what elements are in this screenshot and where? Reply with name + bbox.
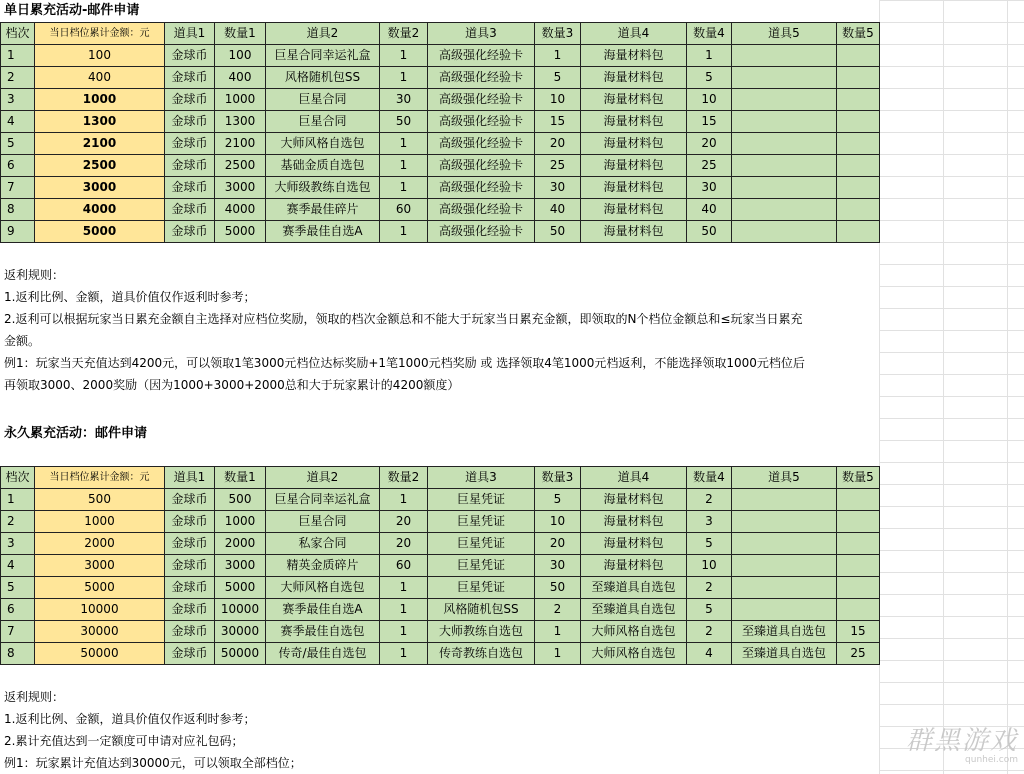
- table-cell[interactable]: 30000: [35, 621, 165, 643]
- table-cell[interactable]: [732, 89, 837, 111]
- table-row: [1, 155, 880, 177]
- column-header[interactable]: 道具1: [165, 467, 215, 489]
- table-cell[interactable]: [732, 533, 837, 555]
- table-cell[interactable]: 2500: [215, 155, 266, 177]
- table-cell[interactable]: 大师风格自选包: [581, 621, 687, 643]
- table-cell[interactable]: 8: [1, 199, 35, 221]
- rule-line: 返利规则：: [4, 690, 65, 704]
- column-header[interactable]: 道具3: [428, 467, 535, 489]
- table-cell[interactable]: 10: [687, 555, 732, 577]
- column-header[interactable]: 数量4: [687, 23, 732, 45]
- table-cell[interactable]: 50: [380, 111, 428, 133]
- column-header[interactable]: 道具2: [266, 467, 380, 489]
- table-cell[interactable]: 2500: [35, 155, 165, 177]
- table-cell[interactable]: 3000: [215, 177, 266, 199]
- table-cell[interactable]: [837, 599, 880, 621]
- table-cell[interactable]: 基础金质自选包: [266, 155, 380, 177]
- rule-line: 返利规则：: [4, 268, 65, 282]
- table-cell[interactable]: 金球币: [165, 89, 215, 111]
- table-cell[interactable]: 1: [1, 45, 35, 67]
- table-cell[interactable]: 25: [535, 155, 581, 177]
- table-cell[interactable]: [732, 111, 837, 133]
- table-cell[interactable]: 高级强化经验卡: [428, 221, 535, 243]
- table-cell[interactable]: 巨星凭证: [428, 555, 535, 577]
- table-cell[interactable]: 9: [1, 221, 35, 243]
- table-cell[interactable]: 40: [535, 199, 581, 221]
- table-cell[interactable]: 高级强化经验卡: [428, 111, 535, 133]
- table-cell[interactable]: 3000: [215, 555, 266, 577]
- table-cell[interactable]: 1: [380, 643, 428, 665]
- table-cell[interactable]: 1: [380, 45, 428, 67]
- table-cell[interactable]: 巨星合同: [266, 511, 380, 533]
- table-cell[interactable]: 3: [687, 511, 732, 533]
- table-cell[interactable]: 20: [535, 133, 581, 155]
- table-cell[interactable]: 大师教练自选包: [428, 621, 535, 643]
- table-cell[interactable]: 高级强化经验卡: [428, 133, 535, 155]
- table-cell[interactable]: 至臻道具自选包: [732, 643, 837, 665]
- table-cell[interactable]: [837, 489, 880, 511]
- table-cell[interactable]: 25: [837, 643, 880, 665]
- table-cell[interactable]: 高级强化经验卡: [428, 45, 535, 67]
- table-cell[interactable]: 金球币: [165, 489, 215, 511]
- table-cell[interactable]: 1: [380, 599, 428, 621]
- table-cell[interactable]: 50000: [35, 643, 165, 665]
- header-row: [1, 23, 880, 45]
- table-cell[interactable]: 海量材料包: [581, 177, 687, 199]
- table-cell[interactable]: 巨星合同幸运礼盒: [266, 489, 380, 511]
- table-cell[interactable]: 1000: [215, 511, 266, 533]
- table-cell[interactable]: [732, 489, 837, 511]
- table-cell[interactable]: 高级强化经验卡: [428, 177, 535, 199]
- table-cell[interactable]: 2: [535, 599, 581, 621]
- table-cell[interactable]: 6: [1, 155, 35, 177]
- table-cell[interactable]: 400: [35, 67, 165, 89]
- table-cell[interactable]: 5: [535, 489, 581, 511]
- table-cell[interactable]: 500: [215, 489, 266, 511]
- table-cell[interactable]: 10000: [215, 599, 266, 621]
- table-cell[interactable]: 海量材料包: [581, 199, 687, 221]
- header-row: [1, 467, 880, 489]
- column-header[interactable]: 数量1: [215, 23, 266, 45]
- table-cell[interactable]: 高级强化经验卡: [428, 199, 535, 221]
- table-cell[interactable]: [732, 155, 837, 177]
- column-header[interactable]: 当日档位累计金额：元: [35, 23, 165, 45]
- table-cell[interactable]: 至臻道具自选包: [581, 577, 687, 599]
- table-cell[interactable]: 30000: [215, 621, 266, 643]
- table-cell[interactable]: 大师风格自选包: [581, 643, 687, 665]
- table-cell[interactable]: 5000: [215, 577, 266, 599]
- table-cell[interactable]: 2: [687, 489, 732, 511]
- table-cell[interactable]: 100: [215, 45, 266, 67]
- table-cell[interactable]: 1: [380, 155, 428, 177]
- table-cell[interactable]: 2: [1, 511, 35, 533]
- table-cell[interactable]: 精英金质碎片: [266, 555, 380, 577]
- table-cell[interactable]: 3: [1, 533, 35, 555]
- table-cell[interactable]: [837, 155, 880, 177]
- column-header[interactable]: 道具5: [732, 23, 837, 45]
- table-cell[interactable]: 5000: [215, 221, 266, 243]
- table-cell[interactable]: 海量材料包: [581, 155, 687, 177]
- table-cell[interactable]: 金球币: [165, 221, 215, 243]
- table-cell[interactable]: 2100: [35, 133, 165, 155]
- table-cell[interactable]: 1: [380, 177, 428, 199]
- column-header[interactable]: 道具3: [428, 23, 535, 45]
- table-row: [1, 621, 880, 643]
- table-cell[interactable]: 20: [687, 133, 732, 155]
- table-row: [1, 533, 880, 555]
- table-cell[interactable]: 3: [1, 89, 35, 111]
- table-cell[interactable]: [837, 89, 880, 111]
- table-cell[interactable]: 20: [535, 533, 581, 555]
- table-row: [1, 599, 880, 621]
- table-cell[interactable]: 金球币: [165, 45, 215, 67]
- table-cell[interactable]: 1: [687, 45, 732, 67]
- table-cell[interactable]: 赛季最佳自选A: [266, 599, 380, 621]
- section2-title: 永久累充活动：邮件申请: [4, 426, 148, 441]
- watermark-logo: [868, 724, 1018, 768]
- table-cell[interactable]: 风格随机包SS: [266, 67, 380, 89]
- table-row: [1, 555, 880, 577]
- column-header[interactable]: 数量2: [380, 467, 428, 489]
- column-header[interactable]: 数量4: [687, 467, 732, 489]
- table-cell[interactable]: 60: [380, 555, 428, 577]
- table-cell[interactable]: 私家合同: [266, 533, 380, 555]
- table-cell[interactable]: 40: [687, 199, 732, 221]
- table-row: [1, 89, 880, 111]
- table-cell[interactable]: 1300: [35, 111, 165, 133]
- table-cell[interactable]: 海量材料包: [581, 489, 687, 511]
- table-cell[interactable]: 4: [687, 643, 732, 665]
- table-cell[interactable]: 10000: [35, 599, 165, 621]
- table-cell[interactable]: 1300: [215, 111, 266, 133]
- permanent-recharge-table: [0, 466, 880, 665]
- table-cell[interactable]: 海量材料包: [581, 111, 687, 133]
- table-cell[interactable]: 金球币: [165, 533, 215, 555]
- section1-title: 单日累充活动-邮件申请: [4, 3, 140, 18]
- table-cell[interactable]: 5: [687, 599, 732, 621]
- table-cell[interactable]: [837, 111, 880, 133]
- column-header[interactable]: 数量5: [837, 467, 880, 489]
- table-row: [1, 177, 880, 199]
- table-cell[interactable]: [732, 599, 837, 621]
- table-cell[interactable]: 风格随机包SS: [428, 599, 535, 621]
- table-cell[interactable]: 2: [687, 621, 732, 643]
- watermark-sub: qunhei.com: [965, 755, 1018, 765]
- table-cell[interactable]: 7: [1, 621, 35, 643]
- table-cell[interactable]: 金球币: [165, 155, 215, 177]
- table-cell[interactable]: 2000: [215, 533, 266, 555]
- table-cell[interactable]: 金球币: [165, 199, 215, 221]
- table-cell[interactable]: 巨星凭证: [428, 577, 535, 599]
- table-cell[interactable]: 3000: [35, 177, 165, 199]
- table-cell[interactable]: 5: [687, 67, 732, 89]
- table-cell[interactable]: 5: [1, 577, 35, 599]
- table-cell[interactable]: 1: [380, 67, 428, 89]
- table-cell[interactable]: 5: [535, 67, 581, 89]
- table-cell[interactable]: [732, 67, 837, 89]
- table-cell[interactable]: 金球币: [165, 643, 215, 665]
- table-cell[interactable]: 巨星合同: [266, 111, 380, 133]
- rule-line: 2.累计充值达到一定额度可申请对应礼包码；: [4, 734, 244, 748]
- table-cell[interactable]: [732, 221, 837, 243]
- table-cell[interactable]: [732, 177, 837, 199]
- table-cell[interactable]: 8: [1, 643, 35, 665]
- table-cell[interactable]: 2: [1, 67, 35, 89]
- table-cell[interactable]: 1: [380, 489, 428, 511]
- table-cell[interactable]: 海量材料包: [581, 89, 687, 111]
- table-row: [1, 133, 880, 155]
- table-cell[interactable]: 50: [535, 577, 581, 599]
- column-header[interactable]: 道具2: [266, 23, 380, 45]
- table-cell[interactable]: 5000: [35, 577, 165, 599]
- table-cell[interactable]: [732, 45, 837, 67]
- column-header[interactable]: 数量1: [215, 467, 266, 489]
- rule-line: 例1：玩家累计充值达到30000元，可以领取全部档位；: [4, 756, 302, 770]
- table-cell[interactable]: 赛季最佳自选A: [266, 221, 380, 243]
- table-cell[interactable]: 400: [215, 67, 266, 89]
- column-header[interactable]: 数量3: [535, 23, 581, 45]
- column-header[interactable]: 数量2: [380, 23, 428, 45]
- table-cell[interactable]: 15: [837, 621, 880, 643]
- table-cell[interactable]: 海量材料包: [581, 133, 687, 155]
- table-cell[interactable]: 1000: [35, 89, 165, 111]
- table-cell[interactable]: 高级强化经验卡: [428, 155, 535, 177]
- table-cell[interactable]: 海量材料包: [581, 67, 687, 89]
- daily-recharge-table: [0, 22, 880, 243]
- table-cell[interactable]: 海量材料包: [581, 45, 687, 67]
- table-cell[interactable]: [837, 577, 880, 599]
- table-cell[interactable]: 金球币: [165, 621, 215, 643]
- table-cell[interactable]: 4: [1, 111, 35, 133]
- table-cell[interactable]: 巨星凭证: [428, 533, 535, 555]
- table-cell[interactable]: 金球币: [165, 111, 215, 133]
- table-cell[interactable]: 30: [535, 555, 581, 577]
- table-cell[interactable]: 50: [687, 221, 732, 243]
- table-cell[interactable]: [732, 555, 837, 577]
- table-cell[interactable]: 10: [687, 89, 732, 111]
- column-header[interactable]: 数量3: [535, 467, 581, 489]
- rule-line: 1.返利比例、金额，道具价值仅作返利时参考；: [4, 290, 256, 304]
- table-cell[interactable]: 7: [1, 177, 35, 199]
- table-cell[interactable]: 1000: [215, 89, 266, 111]
- table-cell[interactable]: [837, 555, 880, 577]
- table-cell[interactable]: 4000: [215, 199, 266, 221]
- rule-line: 金额。: [4, 334, 41, 348]
- table-cell[interactable]: 巨星合同幸运礼盒: [266, 45, 380, 67]
- table-cell[interactable]: 30: [380, 89, 428, 111]
- table-cell[interactable]: 海量材料包: [581, 221, 687, 243]
- permanent-rules: [4, 686, 879, 774]
- table-cell[interactable]: 3000: [35, 555, 165, 577]
- table-cell[interactable]: 100: [35, 45, 165, 67]
- table-cell[interactable]: 巨星凭证: [428, 511, 535, 533]
- table-cell[interactable]: 高级强化经验卡: [428, 67, 535, 89]
- table-cell[interactable]: 30: [687, 177, 732, 199]
- table-cell[interactable]: 4: [1, 555, 35, 577]
- table-cell[interactable]: 10: [535, 89, 581, 111]
- table-cell[interactable]: 大师风格自选包: [266, 133, 380, 155]
- table-cell[interactable]: [837, 67, 880, 89]
- table-cell[interactable]: 海量材料包: [581, 533, 687, 555]
- watermark-main: 群黑游戏: [905, 726, 1018, 756]
- table-cell[interactable]: [837, 133, 880, 155]
- column-header[interactable]: 道具1: [165, 23, 215, 45]
- table-cell[interactable]: 1: [1, 489, 35, 511]
- table-cell[interactable]: [837, 511, 880, 533]
- rule-line: 2.返利可以根据玩家当日累充金额自主选择对应档位奖励，领取的档次金额总和不能大于玩家当日累充金额，即领取的N个档位金额总和≤玩家当日累充: [4, 312, 803, 326]
- table-cell[interactable]: 2: [687, 577, 732, 599]
- table-cell[interactable]: 1: [380, 133, 428, 155]
- rule-line: 例1：玩家当天充值达到4200元，可以领取1笔3000元档位达标奖励+1笔1000元档奖励 或 选择领取4笔1000元档返利，不能选择领取1000元档位后: [4, 356, 805, 370]
- table-cell[interactable]: [837, 533, 880, 555]
- table-cell[interactable]: 2000: [35, 533, 165, 555]
- table-cell[interactable]: 10: [535, 511, 581, 533]
- table-row: [1, 45, 880, 67]
- rule-line: 再领取3000、2000奖励（因为1000+3000+2000总和大于玩家累计的4200额度）: [4, 378, 460, 392]
- table-cell[interactable]: 金球币: [165, 133, 215, 155]
- table-cell[interactable]: 金球币: [165, 511, 215, 533]
- table-cell[interactable]: [837, 199, 880, 221]
- table-cell[interactable]: [732, 577, 837, 599]
- table-cell[interactable]: 50: [535, 221, 581, 243]
- table-cell[interactable]: 1: [535, 643, 581, 665]
- table-cell[interactable]: 至臻道具自选包: [732, 621, 837, 643]
- table-row: [1, 111, 880, 133]
- table-cell[interactable]: 巨星凭证: [428, 489, 535, 511]
- table-cell[interactable]: 30: [535, 177, 581, 199]
- table-cell[interactable]: 1000: [35, 511, 165, 533]
- table-cell[interactable]: 金球币: [165, 555, 215, 577]
- table-cell[interactable]: [732, 133, 837, 155]
- table-cell[interactable]: 赛季最佳碎片: [266, 199, 380, 221]
- table-cell[interactable]: 1: [380, 221, 428, 243]
- table-cell[interactable]: [837, 177, 880, 199]
- table-cell[interactable]: 海量材料包: [581, 511, 687, 533]
- table-cell[interactable]: 金球币: [165, 177, 215, 199]
- column-header[interactable]: 数量5: [837, 23, 880, 45]
- table-cell[interactable]: [837, 45, 880, 67]
- table-cell[interactable]: 传奇/最佳自选包: [266, 643, 380, 665]
- table-row: [1, 511, 880, 533]
- table-cell[interactable]: 5: [687, 533, 732, 555]
- table-cell[interactable]: [732, 199, 837, 221]
- column-header[interactable]: 道具4: [581, 23, 687, 45]
- table-cell[interactable]: 500: [35, 489, 165, 511]
- table-cell[interactable]: 大师级教练自选包: [266, 177, 380, 199]
- table-cell[interactable]: 15: [687, 111, 732, 133]
- table-cell[interactable]: 1: [535, 621, 581, 643]
- table-row: [1, 577, 880, 599]
- table-cell[interactable]: 高级强化经验卡: [428, 89, 535, 111]
- table-cell[interactable]: 2100: [215, 133, 266, 155]
- table-cell[interactable]: 60: [380, 199, 428, 221]
- table-row: [1, 221, 880, 243]
- table-row: [1, 67, 880, 89]
- column-header[interactable]: 当日档位累计金额：元: [35, 467, 165, 489]
- table-cell[interactable]: 巨星合同: [266, 89, 380, 111]
- table-cell[interactable]: 金球币: [165, 577, 215, 599]
- table-row: [1, 643, 880, 665]
- column-header[interactable]: 道具4: [581, 467, 687, 489]
- daily-rules: [4, 264, 879, 396]
- table-cell[interactable]: 25: [687, 155, 732, 177]
- table-row: [1, 489, 880, 511]
- table-cell[interactable]: 20: [380, 533, 428, 555]
- table-cell[interactable]: [837, 221, 880, 243]
- table-cell[interactable]: 大师风格自选包: [266, 577, 380, 599]
- rule-line: 1.返利比例、金额，道具价值仅作返利时参考；: [4, 712, 256, 726]
- table-cell[interactable]: 金球币: [165, 599, 215, 621]
- table-cell[interactable]: 至臻道具自选包: [581, 599, 687, 621]
- column-header[interactable]: 档次: [1, 467, 35, 489]
- table-row: [1, 199, 880, 221]
- table-cell[interactable]: 5: [1, 133, 35, 155]
- table-cell[interactable]: 5000: [35, 221, 165, 243]
- table-cell[interactable]: 传奇教练自选包: [428, 643, 535, 665]
- table-cell[interactable]: 1: [380, 621, 428, 643]
- table-cell[interactable]: 6: [1, 599, 35, 621]
- table-cell[interactable]: 金球币: [165, 67, 215, 89]
- table-cell[interactable]: 海量材料包: [581, 555, 687, 577]
- table-cell[interactable]: 1: [380, 577, 428, 599]
- table-cell[interactable]: 20: [380, 511, 428, 533]
- table-cell[interactable]: [732, 511, 837, 533]
- table-cell[interactable]: 50000: [215, 643, 266, 665]
- table-cell[interactable]: 赛季最佳自选包: [266, 621, 380, 643]
- column-header[interactable]: 道具5: [732, 467, 837, 489]
- table-cell[interactable]: 4000: [35, 199, 165, 221]
- column-header[interactable]: 档次: [1, 23, 35, 45]
- table-cell[interactable]: 15: [535, 111, 581, 133]
- table-cell[interactable]: 1: [535, 45, 581, 67]
